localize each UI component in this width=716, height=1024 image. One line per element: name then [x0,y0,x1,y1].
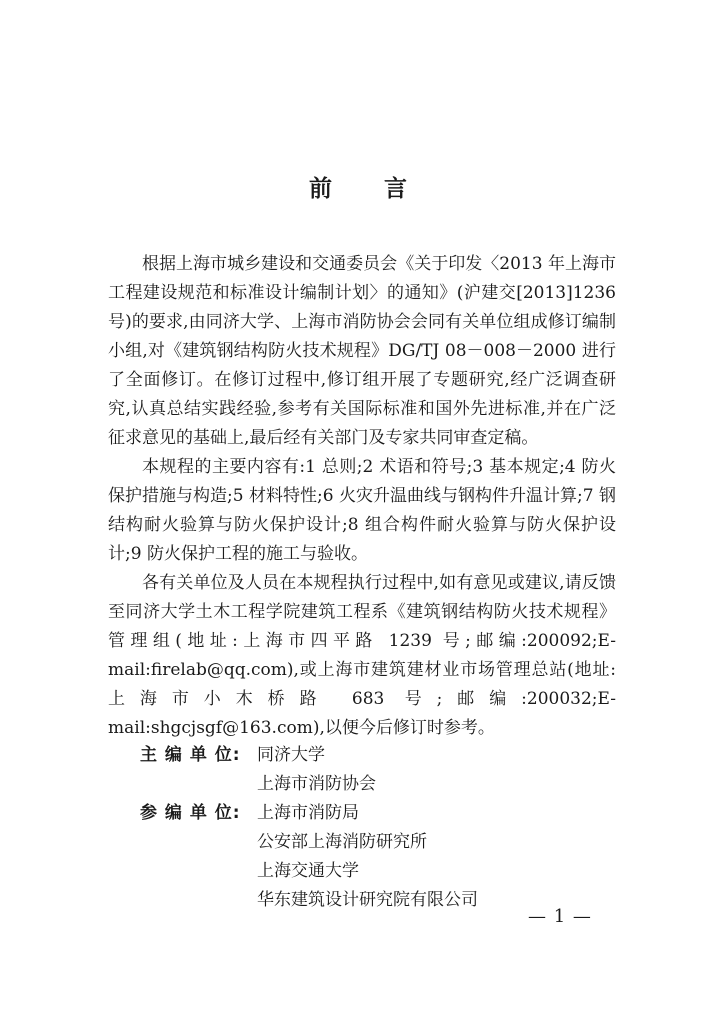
page-number: — 1 — [528,906,592,927]
preface-body [108,250,616,743]
participating-editor-unit: 华东建筑设计研究院有限公司 [257,890,478,910]
participating-editor-unit: 上海市消防局 [257,803,359,823]
chief-editor-unit: 上海市消防协会 [257,774,376,794]
participating-editor-row [140,799,478,828]
chief-editor-row [140,741,478,770]
participating-editor-unit: 公安部上海消防研究所 [257,832,427,852]
chief-editor-label: 主 编 单 位: [140,745,241,765]
chief-editor-unit: 同济大学 [257,745,325,765]
paragraph-feedback-contact: 各有关单位及人员在本规程执行过程中,如有意见或建议,请反馈至同济大学土木工程学院建筑工程系《建筑钢结构防火技术规程》管理组(地址:上海市四平路 1239 号;邮编:200092;E-mail:firelab@qq.com),或上海市建筑建材业市场管理总站(地址:上海市小木桥路 683 号;邮编:200032;E-mail:shgcjsgf@163.com),以便今后修订时参考。 [108,573,616,738]
page-title: 前 言 [308,176,429,202]
participating-editor-unit: 上海交通大学 [257,861,359,881]
paragraph-main-contents: 本规程的主要内容有:1 总则;2 术语和符号;3 基本规定;4 防火保护措施与构造;5 材料特性;6 火灾升温曲线与钢构件升温计算;7 钢结构耐火验算与防火保护设计;8 组合构件耐火验算与防火保护设计;9 防火保护工程的施工与验收。 [108,457,616,564]
paragraph-revision-background: 根据上海市城乡建设和交通委员会《关于印发〈2013 年上海市工程建设规范和标准设计编制计划〉的通知》(沪建交[2013]1236 号)的要求,由同济大学、上海市消防协会会同有关单位组成修订编制小组,对《建筑钢结构防火技术规程》DG/TJ 08－008－2000 进行了全面修订。在修订过程中,修订组开展了专题研究,经广泛调查研究,认真总结实践经验,参考有关国际标准和国外先进标准,并在广泛征求意见的基础上,最后经有关部门及专家共同审查定稿。 [108,254,616,448]
editor-credits [140,741,478,915]
participating-editor-label: 参 编 单 位: [140,803,241,823]
